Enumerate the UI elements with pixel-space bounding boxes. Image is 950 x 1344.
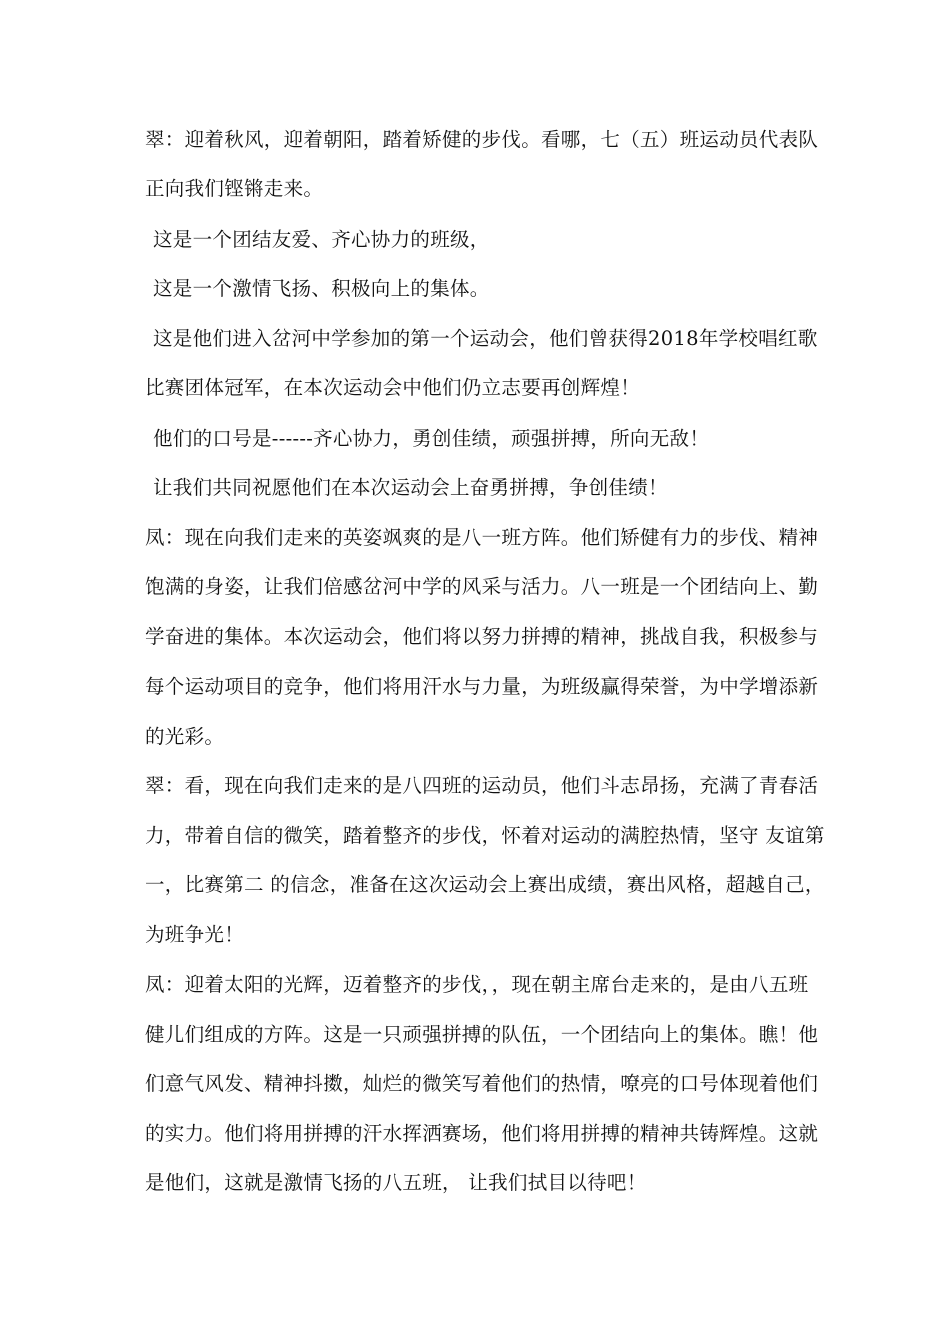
text-line: 凤：现在向我们走来的英姿飒爽的是八一班方阵。他们矫健有力的步伐、精神	[145, 526, 819, 549]
text-line: 他们的口号是------齐心协力，勇创佳绩，顽强拼搏，所向无敌！	[153, 427, 710, 450]
text-line: 饱满的身姿，让我们倍感岔河中学的风采与活力。八一班是一个团结向上、勤	[145, 575, 819, 598]
text-line: 比赛团体冠军，在本次运动会中他们仍立志要再创辉煌！	[145, 376, 641, 399]
text-line: 让我们共同祝愿他们在本次运动会上奋勇拼搏，争创佳绩！	[153, 476, 668, 499]
text-line: 这是一个激情飞扬、积极向上的集体。	[153, 277, 490, 300]
text-line: 们意气风发、精神抖擞，灿烂的微笑写着他们的热情，嘹亮的口号体现着他们	[145, 1072, 819, 1095]
text-line: 是他们，这就是激情飞扬的八五班， 让我们拭目以待吧！	[145, 1171, 647, 1194]
text-line: 这是一个团结友爱、齐心协力的班级，	[153, 228, 490, 251]
text-line: 一，比赛第二 的信念，准备在这次运动会上赛出成绩，赛出风格，超越自己，	[145, 873, 825, 896]
text-line: 凤：迎着太阳的光辉，迈着整齐的步伐，，现在朝主席台走来的，是由八五班	[145, 973, 809, 996]
text-line: 翠：看，现在向我们走来的是八四班的运动员，他们斗志昂扬，充满了青春活	[145, 774, 819, 797]
text-line: 的实力。他们将用拼搏的汗水挥洒赛场，他们将用拼搏的精神共铸辉煌。这就	[145, 1122, 819, 1145]
text-line: 力，带着自信的微笑，踏着整齐的步伐，怀着对运动的满腔热情，坚守 友谊第	[145, 824, 825, 847]
text-line: 健儿们组成的方阵。这是一只顽强拼搏的队伍，一个团结向上的集体。瞧！他	[145, 1023, 819, 1046]
text-line: 的光彩。	[145, 725, 225, 748]
text-line: 为班争光！	[145, 923, 245, 946]
text-line: 每个运动项目的竞争，他们将用汗水与力量，为班级赢得荣誉，为中学增添新	[145, 675, 819, 698]
text-line: 这是他们进入岔河中学参加的第一个运动会，他们曾获得2018年学校唱红歌	[153, 327, 818, 350]
text-line: 翠：迎着秋风，迎着朝阳，踏着矫健的步伐。看哪，七（五）班运动员代表队	[145, 128, 819, 151]
text-line: 学奋进的集体。本次运动会，他们将以努力拼搏的精神，挑战自我，积极参与	[145, 625, 819, 648]
text-line: 正向我们铿锵走来。	[145, 177, 324, 200]
